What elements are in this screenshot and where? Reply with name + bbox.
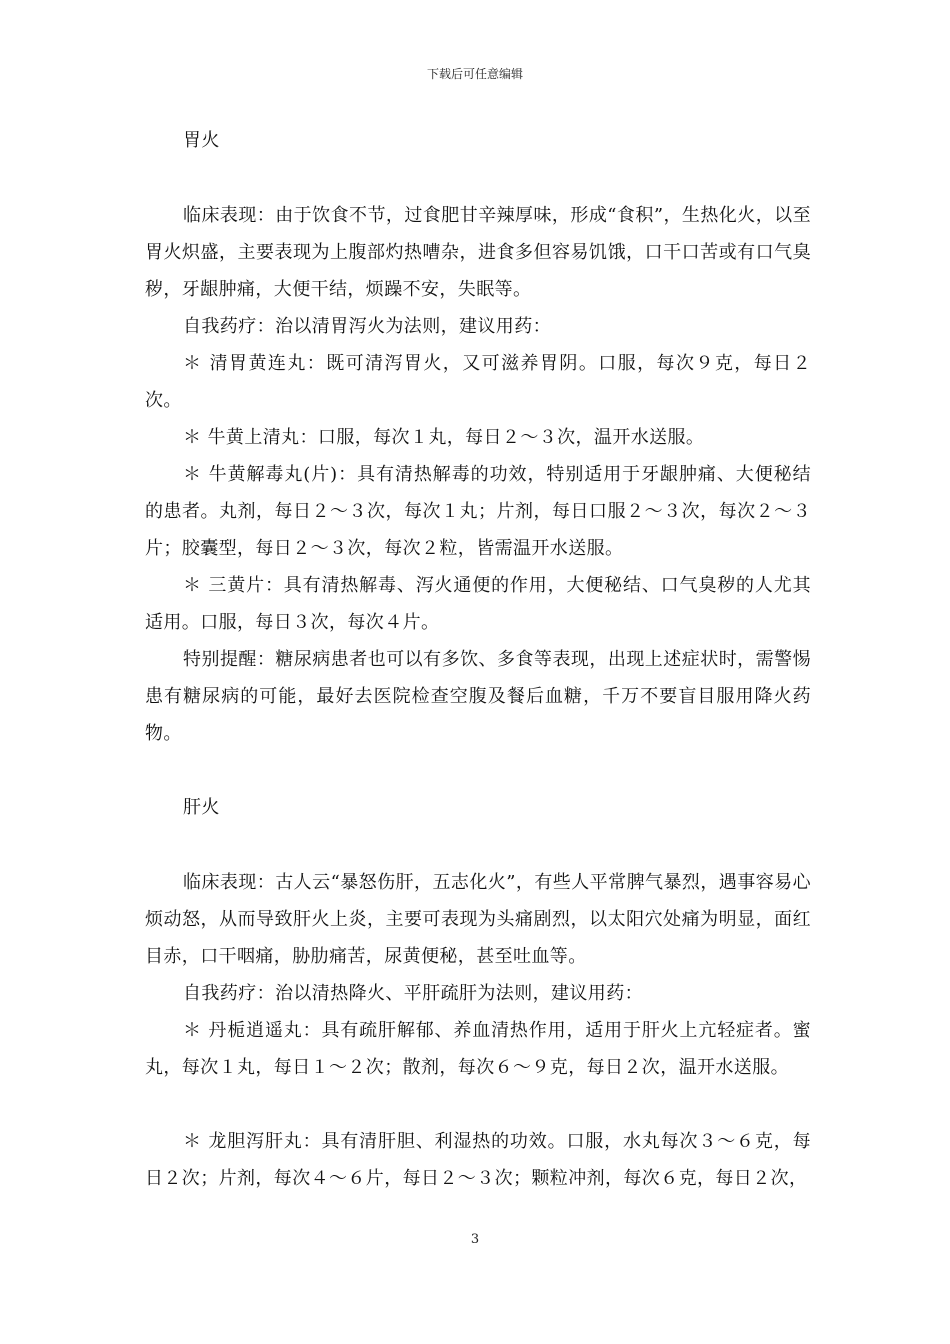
paragraph-clinical-signs-liver: 临床表现：古人云“暴怒伤肝，五志化火”，有些人平常脾气暴烈，遇事容易心烦动怒，从而导致肝火上炎，主要可表现为头痛剧烈，以太阳穴处痛为明显，面红目赤，口干咽痛，胁肋痛苦，尿黄便秘，甚至吐血等。 <box>145 872 811 967</box>
paragraph-medicine-longdan: ＊ 龙胆泻肝丸：具有清肝胆、利湿热的功效。口服，水丸每次３～６克，每日２次；片剂，每次４～６片，每日２～３次；颗粒冲剂，每次６克，每日２次， <box>145 1131 811 1189</box>
paragraph-medicine-sanhuang: ＊ 三黄片：具有清热解毒、泻火通便的作用，大便秘结、口气臭秽的人尤其适用。口服，每日３次，每次４片。 <box>145 575 811 633</box>
section-title-liver-fire: 肝火 <box>183 797 220 818</box>
page-header: 下载后可任意编辑 <box>426 67 523 81</box>
paragraph-medicine-qingwei: ＊ 清胃黄连丸：既可清泻胃火，又可滋养胃阴。口服，每次９克，每日２次。 <box>145 353 811 411</box>
paragraph-clinical-signs: 临床表现：由于饮食不节，过食肥甘辛辣厚味，形成“食积”，生热化火，以至胃火炽盛，主要表现为上腹部灼热嘈杂，进食多但容易饥饿，口干口苦或有口气臭秽，牙龈肿痛，大便干结，烦躁不安，失眠等。 <box>145 205 811 300</box>
paragraph-special-reminder: 特别提醒：糖尿病患者也可以有多饮、多食等表现，出现上述症状时，需警惕患有糖尿病的可能，最好去医院检查空腹及餐后血糖，千万不要盲目服用降火药物。 <box>145 649 811 744</box>
paragraph-medicine-danzhi: ＊ 丹栀逍遥丸：具有疏肝解郁、养血清热作用，适用于肝火上亢轻症者。蜜丸，每次１丸，每日１～２次；散剂，每次６～９克，每日２次，温开水送服。 <box>145 1020 811 1078</box>
paragraph-self-medication: 自我药疗：治以清胃泻火为法则，建议用药： <box>183 316 551 337</box>
document-body <box>145 122 811 1197</box>
paragraph-self-medication-liver: 自我药疗：治以清热降火、平肝疏肝为法则，建议用药： <box>183 983 643 1004</box>
paragraph-medicine-niuhuang-shangqing: ＊ 牛黄上清丸：口服，每次１丸，每日２～３次，温开水送服。 <box>183 427 705 448</box>
section-title-stomach-fire: 胃火 <box>183 130 220 151</box>
page-number: 3 <box>470 1232 480 1247</box>
paragraph-medicine-niuhuang-jiedu: ＊ 牛黄解毒丸(片)：具有清热解毒的功效，特别适用于牙龈肿痛、大便秘结的患者。丸剂，每日２～３次，每次１丸；片剂，每日口服２～３次，每次２～３片；胶囊型，每日２～３次，每次２粒，皆需温开水送服。 <box>145 464 811 559</box>
